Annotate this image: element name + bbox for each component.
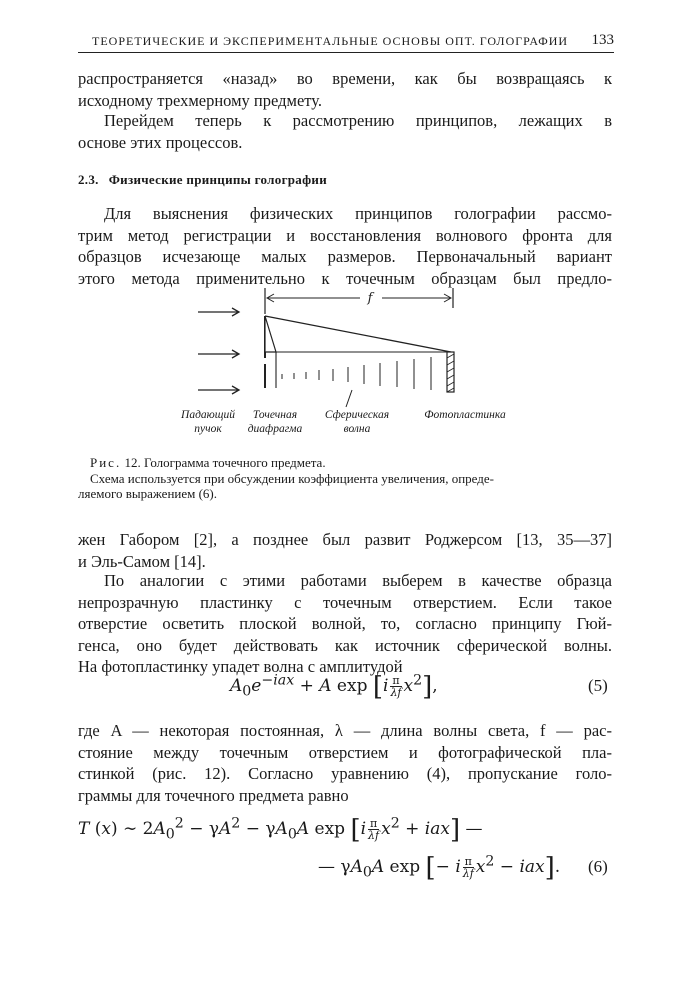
equation-5: $A_0e^{-iax} + A$ exp [i $\frac{\pi}{\lambda f}$ $x^2$], [230,672,438,702]
f-label: f [367,291,373,306]
equation-5-number: (5) [588,676,608,695]
paragraph-1 [78,68,612,111]
text-line: непрозрачную пластинку с точечным отверстием. Если такое [78,592,612,612]
section-title: Физические принципы голографии [108,172,327,187]
text-line: жен Габором [2], а позднее был развит Роджерсом [13, 35—37] [78,530,612,549]
text-line: исходному трехмерному предмету. [78,90,322,110]
label-point-aperture: Точечная диафрагма [247,409,303,435]
text-line: распространяется «назад» во времени, как бы возвращаясь к [78,69,612,88]
text-line: где A — некоторая постоянная, λ — длина волны света, f — рас- [78,721,612,740]
section-number: 2.3. [78,172,99,187]
paragraph-2 [78,110,612,153]
paragraph-3 [78,203,612,289]
paragraph-6 [78,720,612,806]
text-line: граммы для точечного предмета равно [78,785,349,805]
equation-6-number: (6) [588,857,608,876]
running-header-title: ТЕОРЕТИЧЕСКИЕ И ЭКСПЕРИМЕНТАЛЬНЫЕ ОСНОВЫ ОПТ. ГОЛОГРАФИИ [92,34,569,48]
caption-title: 12. Голограмма точечного предмета. [124,455,326,470]
caption-prefix: Рис. [90,455,122,470]
text-line: На фотопластинку упадет волна с амплитудой [78,657,403,676]
section-heading [78,172,327,188]
text-line: этого метода применительно к точечным образцам был предло- [78,268,612,288]
equation-6-line-2: — $\gamma A_0A$ exp [− i $\frac{\pi}{\lambda f}$ $x^2 - iax$]. [318,853,561,883]
label-photoplate: Фотопластинка [424,409,506,421]
equation-6-line-1: T (x) ∼ $2A_0^2 - \gamma A^2 - \gamma A_0A$ exp [i $\frac{\pi}{\lambda f}$ $x^2 + iax$] — [78,815,483,845]
text-line: и Эль-Самом [14]. [78,551,206,571]
text-line: трим метод регистрации и восстановления волнового фронта для [78,225,612,245]
paragraph-4 [78,529,612,572]
caption-line-1: Схема используется при обсуждении коэффициента увеличения, опреде- [90,470,494,486]
running-header [78,32,614,53]
text-line: Перейдем теперь к рассмотрению принципов, лежащих в [104,111,612,130]
text-line: стояние между точечным отверстием и фотографической пла- [78,742,612,762]
label-incident-beam: Падающий пучок [181,409,235,435]
caption-line-2: ляемого выражением (6). [78,486,218,501]
text-line: Для выяснения физических принципов голографии рассмо- [104,204,612,223]
text-line: образцов исчезающе малых размеров. Первоначальный вариант [78,247,612,266]
text-line: отверстие осветить плоской волной, то, согласно принципу Гюй- [78,614,612,633]
paragraph-5 [78,570,612,678]
figure-caption [78,455,612,502]
text-line: По аналогии с этими работами выберем в качестве образца [104,571,612,590]
label-spherical-wave: Сферическая волна [324,409,390,435]
text-line: основе этих процессов. [78,132,243,152]
page-number: 133 [591,32,614,48]
text-line: стинкой (рис. 12). Согласно уравнению (4), пропускание голо- [78,764,612,783]
text-line: генса, оно будет действовать как источник сферической волны. [78,635,612,655]
